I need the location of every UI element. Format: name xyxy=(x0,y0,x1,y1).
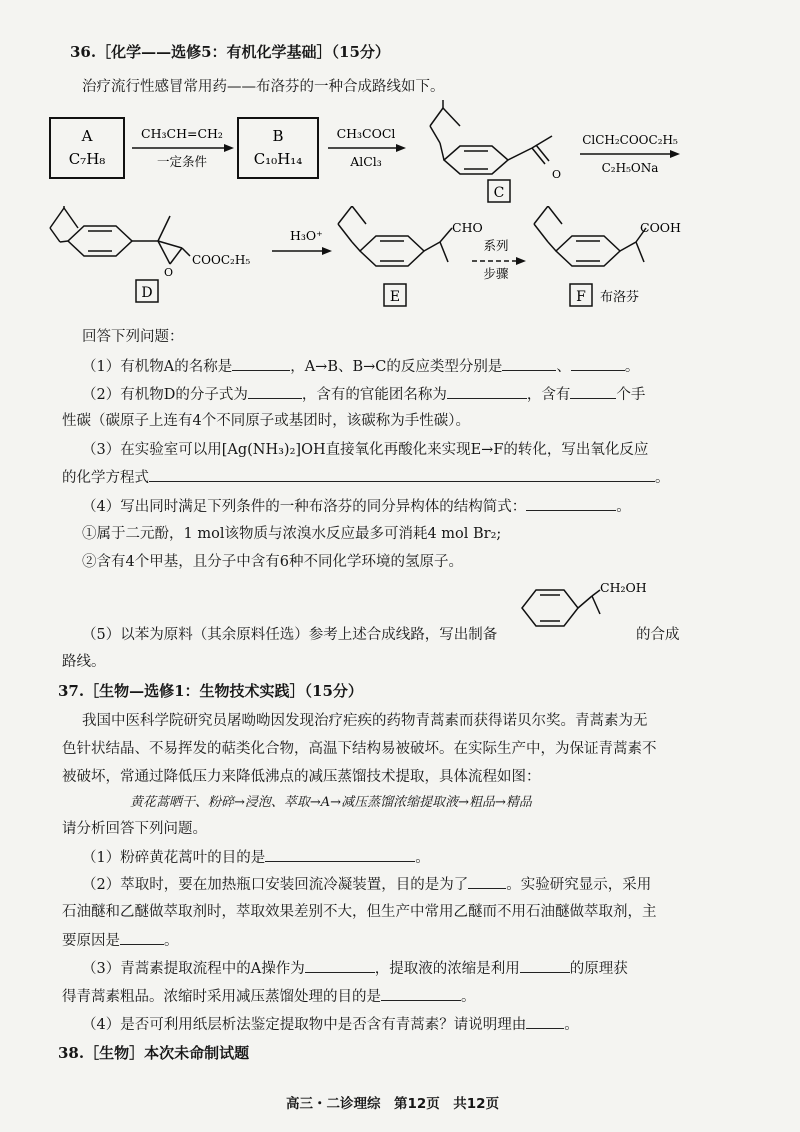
q36-p2-text-d: 个手 xyxy=(616,387,646,403)
q37-p3-text-a: （3）青蒿素提取流程中的A操作为 xyxy=(82,961,305,977)
q37-p1-blank[interactable] xyxy=(265,847,415,862)
q36-p2-text-c: ，含有 xyxy=(526,387,571,403)
structure-c xyxy=(430,100,552,174)
structure-e-group: CHO xyxy=(452,220,483,235)
q37-p1-text-b: 。 xyxy=(415,850,430,866)
q37-prompt: 请分析回答下列问题。 xyxy=(62,821,207,837)
q36-p1-text-c: 、 xyxy=(556,359,571,375)
q36-part5: （5）以苯为原料（其余原料任选）参考上述合成线路，写出制备 xyxy=(82,627,498,643)
q37-p3-blank-1[interactable] xyxy=(305,958,375,973)
arrow-3-head xyxy=(670,150,680,158)
target-structure xyxy=(520,580,650,640)
q36-p2-text-a: （2）有机物D的分子式为 xyxy=(82,387,248,403)
q37-p2-text-b: 。实验研究显示，采用 xyxy=(506,877,652,893)
arrow-3-bottom: C₂H₅ONa xyxy=(601,161,659,175)
structure-d xyxy=(50,206,190,264)
q36-part2-cont: 性碳（碳原子上连有4个不同原子或基团时，该碳称为手性碳）。 xyxy=(62,413,470,429)
arrow-4-head xyxy=(322,247,332,255)
arrow-5-top: 系列 xyxy=(483,238,509,253)
label-e: E xyxy=(389,289,401,305)
q37-p3-text-d: 得青蒿素粗品。浓缩时采用减压蒸馏处理的目的是 xyxy=(62,989,381,1005)
synthesis-route-row2 xyxy=(40,206,740,310)
q36-p1-blank-3[interactable] xyxy=(571,356,625,371)
target-structure-group: CH₂OH xyxy=(600,580,647,595)
q37-p2-text-a: （2）萃取时，要在加热瓶口安装回流冷凝装置，目的是为了 xyxy=(82,877,469,893)
q36-part3-cont xyxy=(62,467,670,488)
arrow-1-head xyxy=(224,144,234,152)
q36-p1-text-d: 。 xyxy=(624,359,640,375)
q37-p2-blank-1[interactable] xyxy=(468,874,506,889)
q36-p4-blank[interactable] xyxy=(526,496,616,511)
q36-p3-text-c: 。 xyxy=(655,470,670,486)
structure-d-group: COOC₂H₅ xyxy=(192,253,251,267)
arrow-4-top: H₃O⁺ xyxy=(290,228,323,243)
q37-flow: 黄花蒿晒干、粉碎→浸泡、萃取→A→减压蒸馏浓缩提取液→粗品→精品 xyxy=(130,795,532,810)
label-c: C xyxy=(493,185,505,201)
q37-p2-text-e: 。 xyxy=(164,933,179,949)
q37-part3 xyxy=(82,958,628,979)
box-a-formula: C₇H₈ xyxy=(68,150,106,168)
q36-heading: 36.［化学——选修5：有机化学基础］（15分） xyxy=(70,43,390,61)
q37-heading: 37.［生物—选修1：生物技术实践］（15分） xyxy=(58,682,363,700)
structure-d-oxygen: O xyxy=(164,266,174,279)
q36-condition-1: ①属于二元酚，1 mol该物质与浓溴水反应最多可消耗4 mol Br₂; xyxy=(82,526,502,542)
q36-p3-blank[interactable] xyxy=(149,467,655,482)
q37-p3-text-b: ，提取液的浓缩是利用 xyxy=(374,961,520,977)
structure-f xyxy=(534,206,646,266)
q37-p4-text-b: 。 xyxy=(564,1017,579,1033)
q37-p1-text-a: （1）粉碎黄花蒿叶的目的是 xyxy=(82,850,266,866)
q36-p2-text-b: ，含有的官能团名称为 xyxy=(301,387,447,403)
q37-para-1: 我国中医科学院研究员屠呦呦因发现治疗疟疾的药物青蒿素而获得诺贝尔奖。青蒿素为无 xyxy=(82,713,648,729)
q36-p2-blank-1[interactable] xyxy=(248,384,302,399)
q37-part4 xyxy=(82,1014,579,1035)
page-footer: 高三・二诊理综 第12页 共12页 xyxy=(286,1096,500,1112)
q36-p1-text-b: ，A→B、B→C的反应类型分别是 xyxy=(290,359,503,375)
q36-part5-cont: 路线。 xyxy=(62,654,106,670)
q37-p4-blank[interactable] xyxy=(526,1014,564,1029)
structure-c-oxygen: O xyxy=(552,168,562,181)
arrow-2-top: CH₃COCl xyxy=(336,126,396,141)
q37-p2-blank-2[interactable] xyxy=(120,930,164,945)
q36-condition-2: ②含有4个甲基，且分子中含有6种不同化学环境的氢原子。 xyxy=(82,554,463,570)
q37-part2 xyxy=(82,874,651,895)
arrow-1-top: CH₃CH=CH₂ xyxy=(141,126,223,141)
q37-para-3: 被破坏，常通过降低压力来降低沸点的减压蒸馏技术提取，具体流程如图： xyxy=(62,769,541,785)
q37-part2-cont: 石油醚和乙醚做萃取剂时，萃取效果差别不大，但生产中常用乙醚而不用石油醚做萃取剂，主 xyxy=(62,904,657,920)
box-a-name: A xyxy=(81,127,93,145)
arrow-2-bottom: AlCl₃ xyxy=(350,154,382,169)
q36-p2-blank-3[interactable] xyxy=(570,384,616,399)
box-b-formula: C₁₀H₁₄ xyxy=(253,150,303,168)
q36-part3: （3）在实验室可以用[Ag(NH₃)₂]OH直接氧化再酸化来实现E→F的转化，写出氧化反应 xyxy=(82,442,649,458)
q37-p3-blank-3[interactable] xyxy=(381,986,461,1001)
q36-part2 xyxy=(82,384,645,405)
arrow-5-head xyxy=(516,257,526,265)
q36-part5-end: 的合成 xyxy=(636,627,680,643)
q37-p3-text-c: 的原理获 xyxy=(569,961,628,977)
q37-p4-text-a: （4）是否可利用纸层析法鉴定提取物中是否含有青蒿素？请说明理由 xyxy=(82,1017,527,1033)
q37-part1 xyxy=(82,847,430,868)
label-d: D xyxy=(141,285,153,301)
q37-p3-blank-2[interactable] xyxy=(520,958,570,973)
arrow-1-bottom: 一定条件 xyxy=(156,154,208,169)
q37-part2-cont2 xyxy=(62,930,179,951)
q36-part4 xyxy=(82,496,631,517)
structure-f-group: COOH xyxy=(640,220,681,235)
q36-p2-blank-2[interactable] xyxy=(447,384,527,399)
structure-e xyxy=(338,206,452,266)
q36-p4-text-a: （4）写出同时满足下列条件的一种布洛芬的同分异构体的结构简式： xyxy=(82,499,527,515)
q37-p2-text-d: 要原因是 xyxy=(62,933,120,949)
q36-p3-text-b: 的化学方程式 xyxy=(62,470,149,486)
q37-para-2: 色针状结晶、不易挥发的萜类化合物，高温下结构易被破坏。在实际生产中，为保证青蒿素不 xyxy=(62,741,657,757)
q36-p4-text-b: 。 xyxy=(616,499,631,515)
q37-part3-cont xyxy=(62,986,476,1007)
q36-prompt: 回答下列问题： xyxy=(82,329,184,345)
synthesis-route-row1 xyxy=(40,98,760,208)
q37-p3-text-e: 。 xyxy=(461,989,476,1005)
q36-p1-blank-2[interactable] xyxy=(502,356,556,371)
arrow-3-top: ClCH₂COOC₂H₅ xyxy=(582,133,678,147)
q38-heading: 38.［生物］本次未命制试题 xyxy=(58,1044,250,1062)
q36-p1-blank-1[interactable] xyxy=(232,356,290,371)
q36-p1-text-a: （1）有机物A的名称是 xyxy=(82,359,233,375)
ibuprofen-label: 布洛芬 xyxy=(600,290,640,305)
q36-part1 xyxy=(82,356,639,377)
arrow-5-bottom: 步骤 xyxy=(483,266,509,281)
q36-intro: 治疗流行性感冒常用药——布洛芬的一种合成路线如下。 xyxy=(82,79,445,95)
box-b-name: B xyxy=(272,127,284,145)
label-f: F xyxy=(576,289,586,305)
arrow-2-head xyxy=(396,144,406,152)
